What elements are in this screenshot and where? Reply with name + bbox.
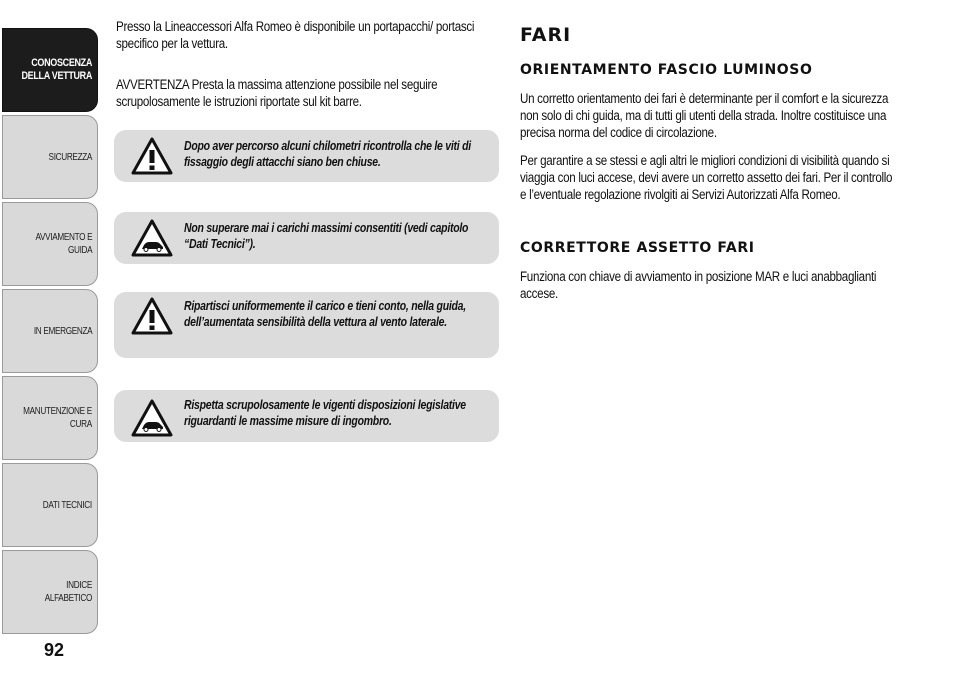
section-title: FARI	[520, 24, 572, 46]
intro-paragraph: Presso la Lineaccessori Alfa Romeo è disponibile un portapacchi/ portasci specifico per la vettura.	[116, 19, 475, 51]
orientamento-paragraph-1: Un corretto orientamento dei fari è determinante per il comfort e la sicurezza non solo di chi guida, ma di tutti gli utenti della strada. Inoltre costituisce una precisa norma del codice di circolazione.	[520, 91, 889, 140]
orientamento-paragraph-2: Per garantire a se stessi e agli altri le migliori condizioni di visibilità quando si viaggia con luci accese, devi avere un corretto assetto dei fari. Per il controllo e l’eventuale regolazione rivolgiti ai Servizi Autorizzati Alfa Romeo.	[520, 153, 893, 202]
car-warning-icon	[130, 398, 174, 438]
tab-conoscenza-della-vettura[interactable]: CONOSCENZA DELLA VETTURA	[2, 28, 98, 112]
correttore-paragraph: Funziona con chiave di avviamento in posizione MAR e luci anabbaglianti accese.	[520, 269, 877, 301]
tab-indice-alfabetico[interactable]: INDICE ALFABETICO	[2, 550, 98, 634]
tab-manutenzione-e-cura[interactable]: MANUTENZIONE E CURA	[2, 376, 98, 460]
warning-text: Non superare mai i carichi massimi consentiti (vedi capitolo “Dati Tecnici”).	[184, 221, 469, 251]
heading-orientamento: ORIENTAMENTO FASCIO LUMINOSO	[520, 62, 813, 78]
exclamation-warning-icon	[130, 136, 174, 176]
tab-dati-tecnici[interactable]: DATI TECNICI	[2, 463, 98, 547]
avvertenza-paragraph: AVVERTENZA Presta la massima attenzione possibile nel seguire scrupolosamente le istruzioni riportate sul kit barre.	[116, 77, 438, 109]
warning-box	[114, 130, 499, 182]
warning-text: Rispetta scrupolosamente le vigenti disposizioni legislative riguardanti le massime misure di ingombro.	[184, 398, 466, 428]
exclamation-warning-icon	[130, 296, 174, 336]
warning-text: Dopo aver percorso alcuni chilometri ricontrolla che le viti di fissaggio degli attacchi siano ben chiuse.	[184, 139, 471, 169]
warning-text: Ripartisci uniformemente il carico e tieni conto, nella guida, dell’aumentata sensibilità della vettura al vento laterale.	[184, 299, 466, 329]
warning-box	[114, 292, 499, 358]
page-number: 92	[44, 640, 65, 660]
warning-box	[114, 212, 499, 264]
tab-avviamento-e-guida[interactable]: AVVIAMENTO E GUIDA	[2, 202, 98, 286]
heading-correttore: CORRETTORE ASSETTO FARI	[520, 240, 755, 256]
tab-sicurezza[interactable]: SICUREZZA	[2, 115, 98, 199]
car-warning-icon	[130, 218, 174, 258]
warning-box	[114, 390, 499, 442]
tab-in-emergenza[interactable]: IN EMERGENZA	[2, 289, 98, 373]
